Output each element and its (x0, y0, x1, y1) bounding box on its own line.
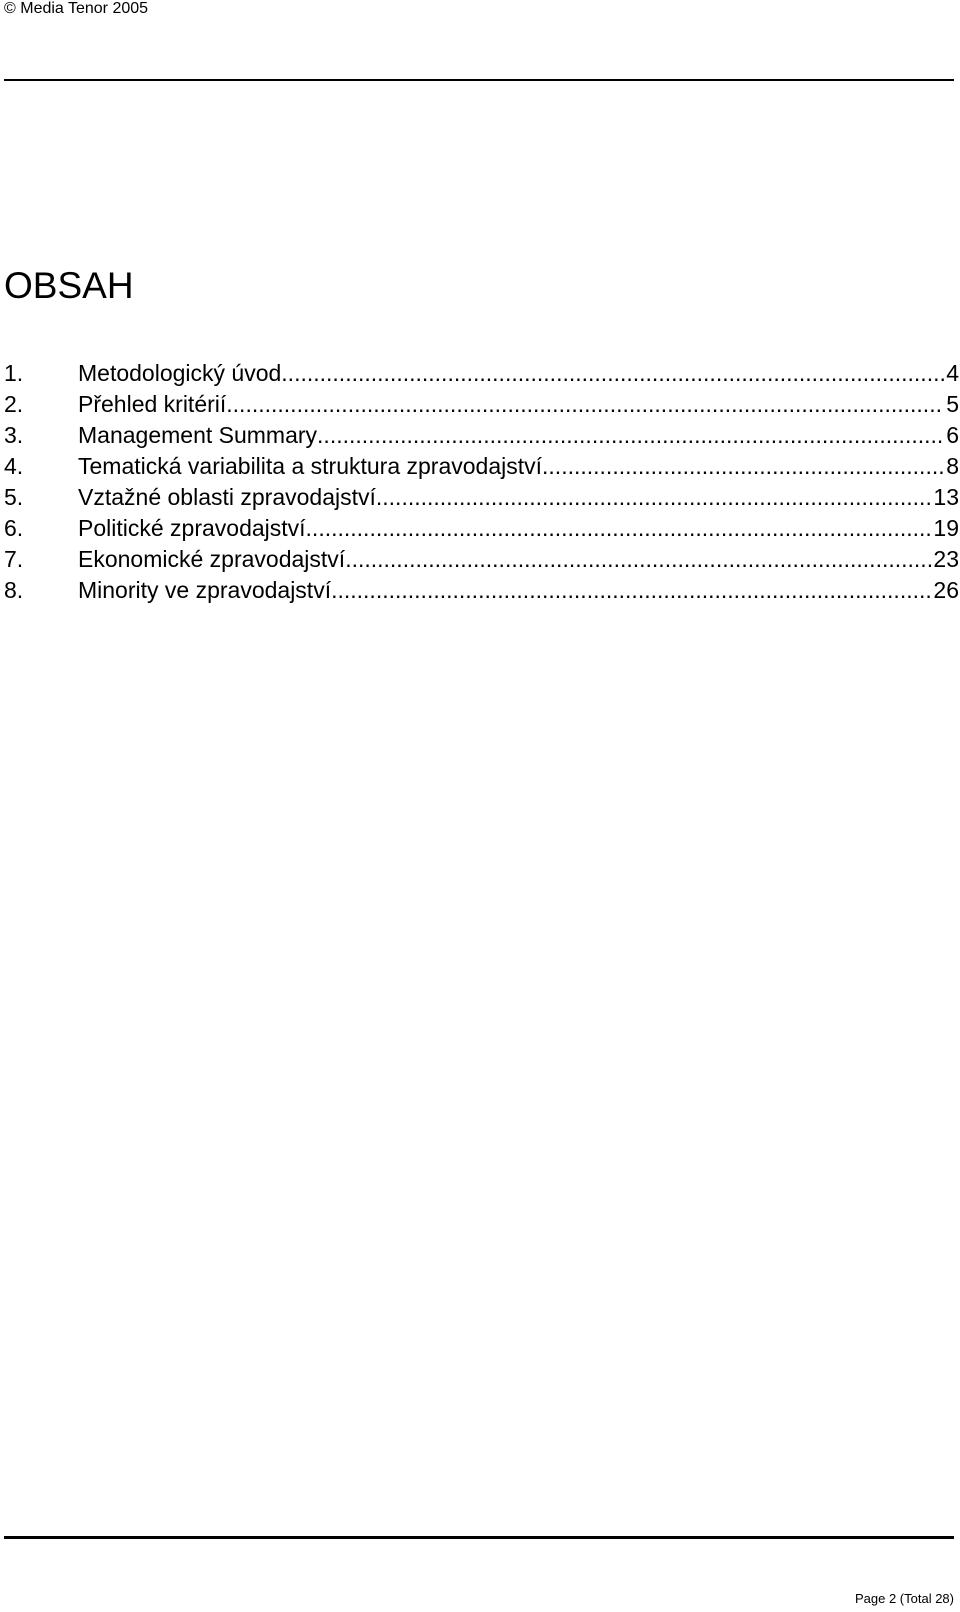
header-divider (4, 79, 954, 81)
toc-entry-page: 13 (933, 484, 959, 510)
toc-entry-page: 26 (933, 577, 959, 603)
toc-entry-1[interactable] (4, 358, 959, 389)
toc-entry-page: 23 (933, 546, 959, 572)
toc-entry-page: 6 (946, 422, 959, 448)
toc-dot-leader (226, 389, 944, 420)
toc-entry-4[interactable] (4, 451, 959, 482)
toc-entry-number: 8. (4, 577, 24, 603)
toc-entry-number: 3. (4, 422, 24, 448)
page-number-footer: Page 2 (Total 28) (854, 1591, 954, 1606)
toc-entry-label: Politické zpravodajství (78, 515, 306, 541)
toc-entry-5[interactable] (4, 482, 959, 513)
toc-entry-label: Metodologický úvod (78, 360, 282, 386)
toc-dot-leader (317, 420, 944, 451)
toc-entry-page: 8 (946, 453, 959, 479)
toc-entry-7[interactable] (4, 544, 959, 575)
toc-entry-number: 6. (4, 515, 24, 541)
toc-entry-2[interactable] (4, 389, 959, 420)
toc-entry-number: 5. (4, 484, 24, 510)
toc-entry-number: 4. (4, 453, 24, 479)
footer-divider (4, 1536, 954, 1539)
toc-dot-leader (306, 513, 932, 544)
toc-entry-number: 2. (4, 391, 24, 417)
toc-entry-8[interactable] (4, 575, 959, 606)
toc-entry-page: 19 (933, 515, 959, 541)
toc-entry-number: 7. (4, 546, 24, 572)
toc-dot-leader (542, 451, 944, 482)
table-of-contents (4, 358, 959, 606)
toc-dot-leader (376, 482, 932, 513)
toc-entry-label: Přehled kritérií (78, 391, 227, 417)
page-title: OBSAH (4, 265, 134, 306)
toc-entry-3[interactable] (4, 420, 959, 451)
toc-entry-label: Minority ve zpravodajství (78, 577, 332, 603)
toc-entry-label: Vztažné oblasti zpravodajství (78, 484, 376, 510)
toc-entry-page: 5 (946, 391, 959, 417)
toc-dot-leader (331, 575, 931, 606)
toc-entry-page: 4 (946, 360, 959, 386)
toc-dot-leader (281, 358, 944, 389)
toc-entry-number: 1. (4, 360, 24, 386)
toc-dot-leader (345, 544, 931, 575)
copyright-header: © Media Tenor 2005 (4, 0, 149, 17)
toc-entry-label: Tematická variabilita a struktura zpravodajství (78, 453, 543, 479)
toc-entry-label: Management Summary (78, 422, 318, 448)
toc-entry-6[interactable] (4, 513, 959, 544)
toc-entry-label: Ekonomické zpravodajství (78, 546, 346, 572)
